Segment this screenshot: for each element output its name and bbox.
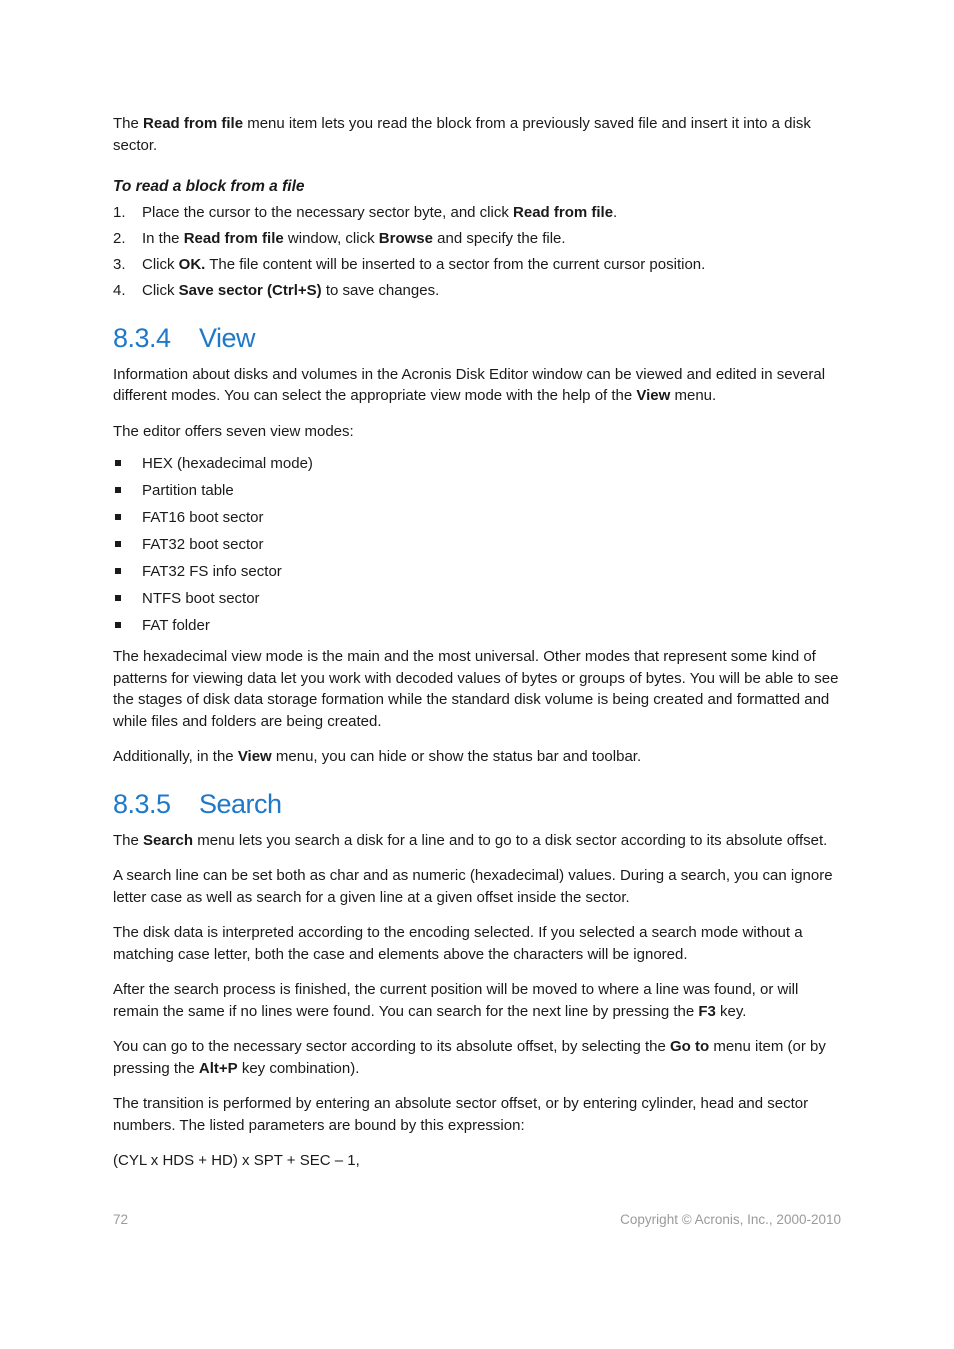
list-item: 1. Place the cursor to the necessary sector byte, and click Read from file. (113, 204, 618, 221)
paragraph: The Search menu lets you search a disk for a line and to go to a disk sector according to its absolute offset. (113, 831, 828, 849)
paragraph: The editor offers seven view modes: (113, 422, 354, 440)
list-item: 3. Click OK. The file content will be inserted to a sector from the current cursor position. (113, 256, 706, 273)
bullet-icon (115, 595, 121, 601)
paragraph: The hexadecimal view mode is the main and the most universal. Other modes that represent some kind of patterns for viewing data let you work with decoded values of bytes or groups of bytes. You will be able to see the stages of disk data storage formation while the standard disk volume is being created and formatted and while files and folders are being created. (113, 648, 839, 730)
paragraph: After the search process is finished, the current position will be moved to where a line was found, or will remain the same if no lines were found. You can search for the next line by pressing the F3 key. (113, 981, 799, 1020)
list-item: FAT32 boot sector (113, 534, 841, 556)
paragraph: You can go to the necessary sector according to its absolute offset, by selecting the Go to menu item (or by pressing the Alt+P key combination). (113, 1038, 826, 1077)
section-heading-view: 8.3.4 View (113, 322, 256, 353)
list-item: NTFS boot sector (113, 588, 841, 610)
paragraph: A search line can be set both as char and as numeric (hexadecimal) values. During a search, you can ignore letter case as well as search for a given line at a given offset inside the sector. (113, 867, 833, 906)
bullet-icon (115, 622, 121, 628)
bullet-icon (115, 541, 121, 547)
page-content (113, 113, 841, 1172)
bullet-icon (115, 568, 121, 574)
formula: (CYL x HDS + HD) x SPT + SEC – 1, (113, 1152, 360, 1169)
list-item: Partition table (113, 480, 841, 502)
list-item: FAT16 boot sector (113, 507, 841, 529)
paragraph: Information about disks and volumes in the Acronis Disk Editor window can be viewed and edited in several different modes. You can select the appropriate view mode with the help of the View menu. (113, 365, 826, 404)
list-item: 4. Click Save sector (Ctrl+S) to save changes. (113, 282, 440, 299)
page-footer (113, 1212, 841, 1232)
paragraph: Additionally, in the View menu, you can hide or show the status bar and toolbar. (113, 748, 642, 765)
section-heading-search: 8.3.5 Search (113, 788, 282, 819)
bullet-icon (115, 514, 121, 520)
list-item: FAT32 FS info sector (113, 561, 841, 583)
list-item: FAT folder (113, 615, 841, 637)
procedure-steps (113, 202, 841, 302)
paragraph: The transition is performed by entering an absolute sector offset, or by entering cylinder, head and sector numbers. The listed parameters are bound by this expression: (113, 1095, 809, 1134)
list-item: HEX (hexadecimal mode) (113, 453, 841, 475)
procedure-title: To read a block from a file (113, 178, 305, 195)
paragraph: The disk data is interpreted according to the encoding selected. If you selected a search mode without a matching case letter, both the case and elements above the characters will be ignored. (113, 924, 803, 963)
list-item: 2. In the Read from file window, click Browse and specify the file. (113, 230, 566, 247)
copyright-notice: Copyright © Acronis, Inc., 2000-2010 (620, 1212, 841, 1227)
view-modes-list (113, 453, 841, 637)
bullet-icon (115, 460, 121, 466)
page-number: 72 (113, 1212, 129, 1227)
read-from-file-intro: The Read from file menu item lets you read the block from a previously saved file and insert it into a disk sector. (113, 115, 811, 154)
bullet-icon (115, 487, 121, 493)
